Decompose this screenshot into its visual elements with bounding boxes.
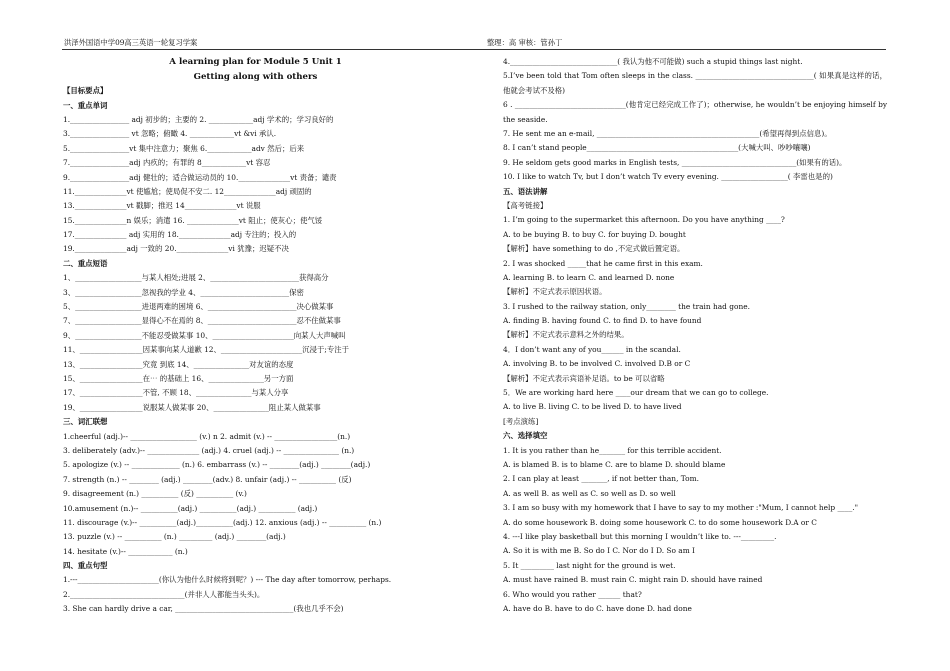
choice-heading: 六、选择填空 bbox=[503, 431, 548, 441]
sentence-line: 10. I like to watch Tv, but I don’t watch Tv every evening. __________________( 李雷也是的) bbox=[503, 172, 833, 182]
vocab-line: 11.______________vt 使尴尬；使局促不安二. 12______________adj 顽固的 bbox=[63, 186, 312, 196]
grammar-line: 【解析】不定式表示原因状语。 bbox=[503, 287, 607, 297]
sentence-heading: 四、重点句型 bbox=[63, 561, 108, 571]
grammar-line: A. to be buying B. to buy C. for buying D. bought bbox=[503, 229, 686, 239]
phrase-line: 7、__________________显得心不在焉的 8、________________________忍不住做某事 bbox=[63, 316, 341, 326]
grammar-line: 5．We are working hard here ____our dream that we can go to college. bbox=[503, 388, 769, 398]
goal-heading: 【目标要点】 bbox=[63, 86, 108, 96]
doc-title: A learning plan for Module 5 Unit 1 bbox=[169, 57, 342, 67]
choice-line: 3. I am so busy with my homework that I have to say to my mother :"Mum, I cannot help ____." bbox=[503, 503, 859, 513]
grammar-line: A. involving B. to be involved C. involved D.B or C bbox=[503, 359, 691, 369]
doc-subtitle: Getting along with others bbox=[193, 71, 318, 82]
phrase-heading: 二、重点短语 bbox=[63, 258, 108, 268]
sentence-line: 7. He sent me an e-mail, ____________________________________________(希望再得到点信息)。 bbox=[503, 129, 832, 139]
sentence-line: 1.---______________________(你认为他什么时候将到呢？) --- The day after tomorrow, perhaps. bbox=[63, 575, 392, 585]
right-column bbox=[503, 55, 887, 616]
choice-line: A. have do B. have to do C. have done D. had done bbox=[503, 603, 692, 613]
grammar-line: A. to live B. living C. to be lived D. to have lived bbox=[503, 402, 682, 412]
left-column bbox=[63, 55, 448, 617]
grammar-line: 1. I’m going to the supermarket this afternoon. Do you have anything ____? bbox=[503, 215, 785, 225]
grammar-line: 3. I rushed to the railway station, only________ the train had gone. bbox=[503, 301, 750, 311]
choice-line: A. as well B. as well as C. so well as D. so well bbox=[503, 488, 676, 498]
phrase-line: 1、__________________与某人相处;进展 2、________________________获得高分 bbox=[63, 273, 329, 283]
header-editors: 整理：高 审核：管孙丁 bbox=[487, 38, 563, 47]
sentence-line: 6 . ______________________________(他肯定已经完成工作了)；otherwise, he wouldn’t be enjoying himself by the seaside. bbox=[503, 100, 887, 124]
assoc-line: 11. discourage (v.)-- __________(adj.)__________(adj.) 12. anxious (adj.) -- __________ (n.) bbox=[63, 517, 382, 527]
grammar-line: 【解析】have something to do ,不定式做后置定语。 bbox=[503, 244, 685, 254]
vocab-line: 7.________________adj 内疚的；有罪的 8____________vt 容忍 bbox=[63, 158, 271, 168]
choice-line: A. must have rained B. must rain C. might rain D. should have rained bbox=[503, 575, 763, 585]
assoc-line: 14. hesitate (v.)-- ____________ (n.) bbox=[63, 546, 188, 556]
assoc-line: 1.cheerful (adj.)-- __________________ (v.) n 2. admit (v.) -- _________________(n.) bbox=[63, 431, 351, 441]
sentence-line: 3. She can hardly drive a car, ________________________________(我也几乎不会) bbox=[63, 604, 344, 614]
phrase-line: 17、_________________不管, 不顾 18、_______________与某人分享 bbox=[63, 388, 289, 398]
choice-line: A. do some housework B. doing some housework C. to do some housework D.A or C bbox=[503, 517, 817, 527]
grammar-line: 2. I was shocked _____that he came first in this exam. bbox=[503, 258, 703, 268]
grammar-line: 【高考链接】 bbox=[503, 200, 548, 210]
grammar-line: 4．I don’t want any of you______ in the scandal. bbox=[503, 344, 681, 354]
phrase-line: 9、__________________不能忍受做某事 10、______________________向某人大声喊叫 bbox=[63, 330, 346, 340]
choice-line: A. So it is with me B. So do I C. Nor do I D. So am I bbox=[503, 546, 695, 556]
assoc-line: 7. strength (n.) -- ________ (adj.) ________(adv.) 8. unfair (adj.) -- __________ (反) bbox=[63, 474, 352, 484]
sentence-line: 4._____________________________( 我认为他不可能做) such a stupid things last night. bbox=[503, 57, 803, 66]
choice-line: 2. I can play at least _______, if not better than, Tom. bbox=[503, 474, 699, 484]
header-school: 洪泽外国语中学09高三英语一轮复习学案 bbox=[64, 38, 198, 47]
phrase-line: 15、_________________在⋯ 的基础上 16、_______________另一方面 bbox=[63, 374, 294, 383]
vocab-line: 5.________________vt 集中注意力；聚焦 6.____________adv 然后；后来 bbox=[63, 143, 305, 153]
sentence-line: 5.I’ve been told that Tom often sleeps in the class. ________________________________( 如果真是这样的话，他就会考试不及格) bbox=[503, 71, 887, 95]
vocab-line: 17.______________ adj 实用的 18.______________adj 专注的；投入的 bbox=[63, 230, 297, 240]
phrase-line: 19、_________________说服某人做某事 20、_______________阻止某人做某事 bbox=[63, 402, 321, 412]
vocab-line: 1.________________ adj 初步的；主要的 2. ____________adj 学术的；学习良好的 bbox=[63, 114, 334, 124]
vocab-line: 9.________________adj 健壮的；适合做运动员的 10.______________vt 责备；谴责 bbox=[63, 172, 337, 182]
grammar-heading: 五、语法讲解 bbox=[503, 186, 548, 196]
sentence-line: 8. I can’t stand people_________________________________________(大喊大叫、吵吵嚷嚷) bbox=[503, 143, 811, 153]
assoc-line: 9. disagreement (n.) __________ (反) __________ (v.) bbox=[63, 489, 247, 499]
phrase-line: 5、__________________进退两难的困境 6、________________________决心做某事 bbox=[63, 302, 334, 312]
vocab-line: 19.______________adj 一致的 20.______________vi 犹豫；迟疑不决 bbox=[63, 244, 289, 254]
assoc-line: 3. deliberately (adv.)-- ______________ (adj.) 4. cruel (adj.) -- _______________ (n.) bbox=[63, 445, 355, 455]
sentence-line: 2._______________________________(并非人人都能当头头)。 bbox=[63, 589, 265, 599]
vocab-line: 13.______________vt 戳脚；推迟 14______________vt 说服 bbox=[63, 201, 261, 211]
choice-line: A. is blamed B. is to blame C. are to blame D. should blame bbox=[503, 460, 726, 469]
vocab-line: 15.______________n 娱乐；消遣 16. ______________vt 阻止；使灰心；使气馁 bbox=[63, 215, 323, 225]
phrase-line: 11、_________________因某事向某人道歉 12、______________________沉浸于;专注于 bbox=[63, 345, 350, 355]
grammar-line: A. learning B. to learn C. and learned D. none bbox=[503, 272, 675, 282]
grammar-line: [考点演练] bbox=[503, 416, 539, 426]
assoc-heading: 三、词汇联想 bbox=[63, 417, 108, 427]
phrase-line: 13、_________________究竟 到底 14、_______________对友谊的态度 bbox=[63, 359, 294, 369]
choice-line: 1. It is you rather than he_______ for this terrible accident. bbox=[503, 445, 722, 455]
assoc-line: 10.amusement (n.)-- __________(adj.) __________(adj.) __________ (adj.) bbox=[63, 503, 318, 513]
sentence-line: 9. He seldom gets good marks in English tests, _______________________________(如果有的话)。 bbox=[503, 157, 847, 167]
phrase-line: 3、__________________忽视我的学业 4、________________________保密 bbox=[63, 287, 304, 297]
vocab-heading: 一、重点单词 bbox=[63, 100, 108, 110]
grammar-line: A. finding B. having found C. to find D. to have found bbox=[503, 316, 702, 326]
assoc-line: 5. apologize (v.) -- _____________ (n.) 6. embarrass (v.) -- ________(adj.) ________(adj.) bbox=[63, 460, 371, 470]
assoc-line: 13. puzzle (v.) -- __________ (n.) _________ (adj.) ________(adj.) bbox=[63, 532, 286, 542]
grammar-line: 【解析】不定式表示宾语补足语。to be 可以省略 bbox=[503, 373, 665, 383]
choice-line: 4. ---I like play basketball but this morning I wouldn’t like to. ---_________. bbox=[503, 531, 777, 541]
vocab-line: 3.________________ vt 忽略；俯瞰 4. ____________vt &vi 承认. bbox=[63, 129, 277, 139]
page-header bbox=[62, 35, 886, 50]
grammar-line: 【解析】不定式表示意料之外的结果。 bbox=[503, 330, 629, 340]
choice-line: 5. It _________ last night for the ground is wet. bbox=[503, 560, 676, 570]
choice-line: 6. Who would you rather ______ that? bbox=[503, 589, 642, 599]
